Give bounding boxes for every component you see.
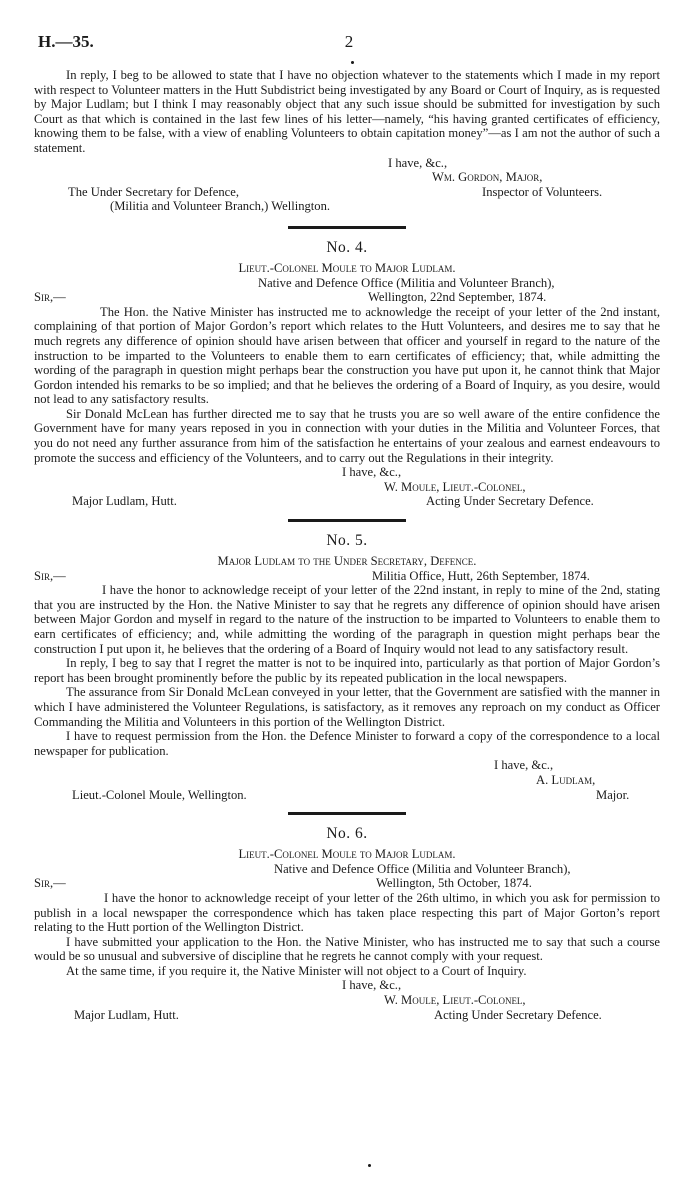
letter-6-paragraph-2: I have submitted your application to the Hon. the Native Minister, who has instructed me to say that such a course would be so unusual and subversive of discipline that he regrets he cannot comply with your request. bbox=[34, 934, 660, 964]
letter-4-paragraph-1: The Hon. the Native Minister has instructed me to acknowledge the receipt of your letter of the 2nd instant, complaining of that portion of Major Gordon’s report which relates to the Hutt Volunteers, and desires me to say that he much regrets any difference of opinion should have arisen between that officer and yourself in regard to the nature of the instruction to be imparted to the Volunteers to enable them to earn certificates of efficiency; that, while admitting the wording of the paragraph in question might perhaps bear the construction you have put upon it, he cannot think that Major Gordon intended his remarks to be so implied; and that he believes the ordering of a Board of Inquiry, as you desire, would not lead to any satisfactory results. bbox=[34, 304, 660, 407]
letter-4-number: No. 4. bbox=[326, 238, 368, 256]
letter-4-address-line bbox=[34, 494, 660, 509]
letter-6-office-line bbox=[34, 862, 660, 877]
letter-5-paragraph-4: I have to request permission from the Hon. the Defence Minister to forward a copy of the correspondence to a local newspaper for publication. bbox=[34, 729, 660, 758]
intro-signature: Wm. Gordon, Major, bbox=[432, 170, 543, 185]
letter-5-paragraph-1: I have the honor to acknowledge receipt of your letter of the 22nd instant, in reply to mine of the 2nd, stating that you are instructed by the Hon. the Native Minister to say that he regrets any difference of opinion should have arisen between Major Gordon and myself in regard to the nature of the instruction to be imparted to Volunteers to enable them to earn certificates of efficiency; and, while admitting the wording of the paragraph in question might perhaps bear the construction I put upon it, he believes that the ordering of a Board of Inquiry would not lead to any satisfactory result. bbox=[34, 583, 660, 656]
section-divider bbox=[288, 226, 406, 229]
intro-paragraph: In reply, I beg to be allowed to state that I have no objection whatever to the statements which I made in my report with respect to Volunteer matters in the Hutt Subdistrict being investigated by any Board or Court of Inquiry, as is requested by Major Ludlam; but I think I may reasonably object that any such issue should be submitted for investigation by such Court as that which is contained in the last few lines of his letter—namely, “his having granted certificates of efficiency, knowing them to be false, with a view of enabling Volunteers to obtain capitation money”—as I am not the author of such a statement. bbox=[34, 68, 660, 155]
letter-6-salutation-line bbox=[34, 876, 660, 891]
letter-5-salutation-line bbox=[34, 569, 660, 584]
letter-4-signature-line bbox=[34, 480, 660, 495]
intro-address-line-2 bbox=[34, 199, 660, 214]
letter-4-closing: I have, &c., bbox=[342, 465, 402, 480]
letter-6-closing: I have, &c., bbox=[342, 978, 402, 993]
letter-6-signature-title: Acting Under Secretary Defence. bbox=[434, 1007, 602, 1022]
letter-6-number: No. 6. bbox=[326, 825, 368, 843]
letter-5-title-text: Major Ludlam to the Under Secretary, Defence. bbox=[217, 554, 477, 569]
letter-4-paragraph-2: Sir Donald McLean has further directed me to say that he trusts you are so well aware of the entire confidence the Government have for many years reposed in you in connection with your duties in the Militia and Volunteer Forces, that you do not need any further assurance from him of the satisfaction he entertains of your zealous and earnest endeavours to promote the success and efficiency of the Volunteers, and to carry out the Regulations in their integrity. bbox=[34, 406, 660, 465]
letter-6-addressee: Major Ludlam, Hutt. bbox=[74, 1007, 179, 1022]
letter-5-paragraph-2: In reply, I beg to say that I regret the matter is not to be inquired into, particularly as that portion of Major Gordon’s report has been brought prominently before the public by its repeated publication in the local newspapers. bbox=[34, 656, 660, 685]
letter-5-closing-line bbox=[34, 758, 660, 773]
letter-6-paragraph-1: I have the honor to acknowledge receipt of your letter of the 26th ultimo, in which you ask for permission to publish in a local newspaper the correspondence which has taken place respecting this part of Major Gorton’s report relating to the Hutt portion of the Wellington District. bbox=[34, 890, 660, 935]
letter-6-title bbox=[34, 847, 660, 862]
letter-4-closing-line bbox=[34, 465, 660, 480]
letter-4-office-line bbox=[34, 276, 660, 291]
letter-4-addressee: Major Ludlam, Hutt. bbox=[72, 494, 177, 509]
letter-6-signature-line bbox=[34, 993, 660, 1008]
document-reference: H.—35. bbox=[38, 32, 94, 51]
letter-5-closing: I have, &c., bbox=[494, 758, 554, 773]
letter-6-place-date: Wellington, 5th October, 1874. bbox=[376, 876, 532, 891]
intro-address-line bbox=[34, 185, 660, 200]
printer-mark-top bbox=[351, 61, 354, 64]
letter-4-place-date: Wellington, 22nd September, 1874. bbox=[368, 290, 547, 305]
letter-5-address-line bbox=[34, 788, 660, 803]
letter-4-signature: W. Moule, Lieut.-Colonel, bbox=[384, 479, 526, 494]
section-divider bbox=[288, 812, 406, 815]
intro-signature-title: Inspector of Volunteers. bbox=[482, 184, 603, 199]
letter-5-addressee: Lieut.-Colonel Moule, Wellington. bbox=[72, 787, 247, 802]
section-divider bbox=[288, 519, 406, 522]
letter-6-address-line bbox=[34, 1008, 660, 1023]
letter-6-title-text: Lieut.-Colonel Moule to Major Ludlam. bbox=[238, 847, 456, 862]
letter-6-salutation: Sir,— bbox=[34, 876, 66, 891]
letter-5-paragraph-3: The assurance from Sir Donald McLean conveyed in your letter, that the Government are satisfied with the manner in which I have administered the Volunteer Regulations, is satisfactory, as it removes any reproach on my conduct as Officer Commanding the Militia and Volunteers in this portion of the Wellington District. bbox=[34, 685, 660, 729]
letter-4-title-text: Lieut.-Colonel Moule to Major Ludlam. bbox=[238, 260, 456, 275]
letter-4-salutation-line bbox=[34, 290, 660, 305]
letter-6-closing-line bbox=[34, 978, 660, 993]
letter-5-place-date: Militia Office, Hutt, 26th September, 1874. bbox=[372, 568, 590, 583]
letter-5-signature-line bbox=[34, 773, 660, 788]
letter-6-office: Native and Defence Office (Militia and Volunteer Branch), bbox=[274, 861, 571, 876]
intro-addressee-1: The Under Secretary for Defence, bbox=[68, 184, 239, 199]
letter-6-paragraph-3: At the same time, if you require it, the Native Minister will not object to a Court of Inquiry. bbox=[66, 963, 527, 978]
letter-5-title bbox=[34, 554, 660, 569]
letter-5-number: No. 5. bbox=[326, 532, 368, 550]
page-header bbox=[38, 32, 660, 56]
letter-5-signature-title: Major. bbox=[596, 787, 630, 802]
letter-4-office: Native and Defence Office (Militia and Volunteer Branch), bbox=[258, 275, 555, 290]
letter-4-signature-title: Acting Under Secretary Defence. bbox=[426, 494, 594, 509]
letter-6-signature: W. Moule, Lieut.-Colonel, bbox=[384, 993, 526, 1008]
letter-5-salutation: Sir,— bbox=[34, 568, 66, 583]
document-body bbox=[34, 68, 660, 1022]
printer-mark-bottom bbox=[368, 1164, 371, 1167]
letter-4-salutation: Sir,— bbox=[34, 290, 66, 305]
letter-4-title bbox=[34, 261, 660, 276]
letter-5-signature: A. Ludlam, bbox=[536, 772, 596, 787]
intro-signature-line bbox=[34, 170, 660, 185]
intro-addressee-2: (Militia and Volunteer Branch,) Wellington. bbox=[110, 199, 331, 214]
page-number: 2 bbox=[344, 32, 354, 51]
intro-closing: I have, &c., bbox=[388, 155, 448, 170]
intro-closing-line bbox=[34, 156, 660, 171]
